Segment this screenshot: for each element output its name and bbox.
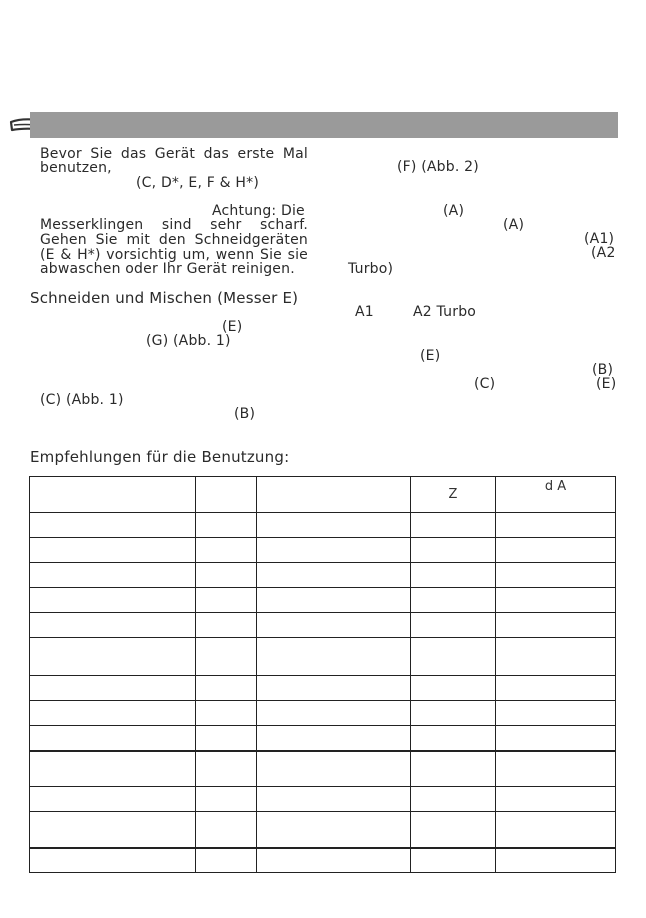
table-row (30, 787, 616, 812)
ref-a1: (A1) (584, 231, 615, 247)
table-row (30, 676, 616, 701)
turbo-label: Turbo) (348, 261, 394, 277)
table-row (30, 812, 616, 848)
table-row (30, 701, 616, 726)
warning-line-1: Messerklingen sind sehr scharf. (40, 217, 308, 233)
recommendations-heading: Empfehlungen für die Benutzung: (30, 448, 290, 466)
header-cell: Z (411, 477, 496, 513)
ref-f: (F) (Abb. 2) (397, 159, 479, 175)
table-row (30, 513, 616, 538)
ref-g: (G) (Abb. 1) (146, 333, 231, 349)
table-row (30, 588, 616, 613)
section-heading: Schneiden und Mischen (Messer E) (30, 289, 299, 307)
table-header-row (30, 477, 616, 513)
intro-parts: (C, D*, E, F & H*) (136, 175, 260, 191)
warning-line-2: Gehen Sie mit den Schneidgeräten (40, 232, 308, 248)
header-cell: d A (496, 477, 616, 513)
section-header-bar (30, 112, 618, 138)
header-cell (257, 477, 411, 513)
ref-e: (E) (222, 319, 243, 335)
table-row (30, 751, 616, 787)
intro-line-2: benutzen, (40, 160, 112, 176)
header-cell (196, 477, 257, 513)
speed-a2-turbo: A2 Turbo (413, 304, 477, 320)
ref-b-2: (B) (592, 362, 614, 378)
recommendations-table (29, 476, 616, 873)
ref-a-2: (A) (503, 217, 525, 233)
table-row (30, 726, 616, 751)
header-cell (30, 477, 196, 513)
intro-line-1: Bevor Sie das Gerät das erste Mal (40, 146, 308, 162)
warning-line-3: (E & H*) vorsichtig um, wenn Sie sie (40, 247, 308, 263)
warning-label: Achtung: Die (212, 203, 305, 219)
ref-c: (C) (Abb. 1) (40, 392, 124, 408)
ref-a-1: (A) (443, 203, 465, 219)
speed-a1: A1 (355, 304, 374, 320)
table-row (30, 613, 616, 638)
table-row (30, 563, 616, 588)
ref-b: (B) (234, 406, 256, 422)
table-row (30, 538, 616, 563)
ref-e-2: (E) (420, 348, 441, 364)
warning-line-4: abwaschen oder Ihr Gerät reinigen. (40, 261, 295, 277)
ref-c-2: (C) (474, 376, 496, 392)
table-row (30, 638, 616, 676)
ref-a2: (A2 (591, 245, 616, 261)
ref-e-3: (E) (596, 376, 617, 392)
table-row (30, 848, 616, 873)
